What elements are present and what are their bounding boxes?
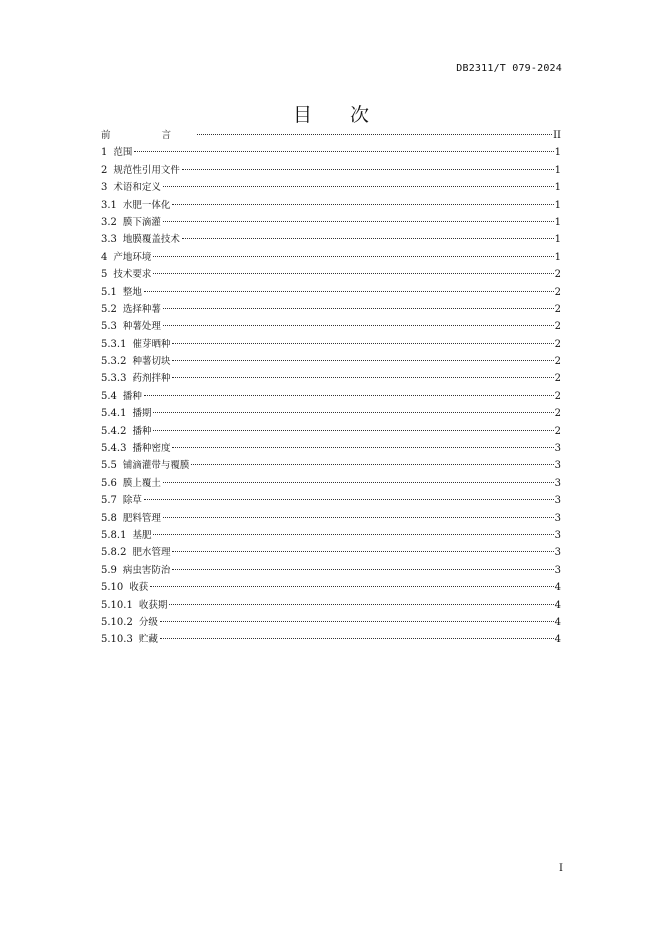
toc-entry-number: 5.8.1 [101,529,127,541]
toc-entry-label: 术语和定义 [113,182,161,194]
toc-dot-leader [144,499,554,500]
document-code: DB2311/T 079-2024 [456,63,562,74]
toc-entry[interactable] [101,579,561,596]
toc-entry[interactable] [101,597,561,614]
toc-dot-leader [197,134,552,135]
toc-dot-leader [153,256,553,257]
toc-entry-label: 除草 [122,495,142,507]
toc-entry-number: 5.4 [101,390,117,402]
toc-entry-page: 4 [554,634,561,646]
toc-entry-number: 5.6 [101,477,117,489]
toc-entry-number: 5.4.2 [101,425,127,437]
toc-dot-leader [163,482,554,483]
toc-entry-label: 贮藏 [138,634,158,646]
toc-entry[interactable] [101,405,561,422]
toc-entry-number: 5.7 [101,495,117,507]
toc-entry-number: 5.4.3 [101,443,127,455]
toc-entry[interactable] [101,318,561,335]
toc-entry-number: 5.1 [101,286,117,298]
toc-dot-leader [160,638,554,639]
toc-entry-number: 2 [101,164,108,176]
toc-entry-label: 膜下滴灌 [122,216,161,228]
toc-entry[interactable] [101,197,561,214]
toc-dot-leader [163,186,554,187]
toc-entry-number: 5.10.3 [101,634,133,646]
toc-entry-number: 5.10.2 [101,616,133,628]
toc-entry-number: 5.10 [101,582,124,594]
toc-entry-number: 5.10.1 [101,599,133,611]
toc-entry-label: 前 言 [101,130,196,141]
toc-entry[interactable] [101,214,561,231]
toc-entry-page: 2 [554,408,561,420]
toc-entry-page: 2 [554,321,561,333]
toc-entry-label: 整地 [122,286,142,298]
toc-entry-page: 3 [554,477,561,489]
toc-entry-number: 5.3 [101,321,117,333]
toc-entry-label: 范围 [113,147,133,159]
toc-entry-page: 3 [554,443,561,455]
toc-entry-number: 5.2 [101,303,117,315]
toc-entry-page: 3 [554,529,561,541]
toc-entry-label: 铺滴灌带与覆膜 [122,460,190,472]
toc-entry[interactable] [101,388,561,405]
toc-entry-label: 药剂拌种 [132,373,171,385]
toc-entry-page: 1 [554,147,561,159]
toc-entry[interactable] [101,457,561,474]
toc-entry-number: 3.2 [101,216,117,228]
toc-entry-label: 种薯处理 [122,321,161,333]
toc-dot-leader [144,291,554,292]
toc-dot-leader [172,343,553,344]
toc-dot-leader [172,377,553,378]
toc-entry-label: 病虫害防治 [122,564,171,576]
toc-dot-leader [163,325,554,326]
toc-dot-leader [144,395,554,396]
toc-entry-number: 5.5 [101,460,117,472]
toc-entry-page: 3 [554,547,561,559]
toc-entry-label: 肥水管理 [132,547,171,559]
toc-entry-page: 1 [554,216,561,228]
toc-entry-label: 基肥 [132,529,152,541]
toc-entry[interactable] [101,249,561,266]
toc-dot-leader [169,604,553,605]
toc-dot-leader [134,151,553,152]
toc-entry[interactable] [101,492,561,509]
toc-dot-leader [153,430,553,431]
toc-entry-label: 催芽晒种 [132,338,171,350]
toc-entry-number: 5.3.1 [101,338,127,350]
toc-entry[interactable] [101,231,561,248]
toc-entry-page: 1 [554,182,561,194]
toc-dot-leader [160,621,554,622]
toc-entry-label: 技术要求 [113,269,152,281]
toc-entry[interactable] [101,527,561,544]
toc-title: 目 次 [292,104,386,126]
toc-entry-page: 2 [554,286,561,298]
toc-entry[interactable] [101,423,561,440]
toc-dot-leader [153,412,553,413]
toc-entry-number: 5.4.1 [101,408,127,420]
toc-entry-number: 5.8 [101,512,117,524]
toc-entry-page: 1 [554,164,561,176]
toc-entry-page: 2 [554,373,561,385]
toc-entry-page: 2 [554,425,561,437]
toc-entry-page: 3 [554,460,561,472]
toc-entry-label: 种薯切块 [132,356,171,368]
toc-entry-page: 2 [554,303,561,315]
toc-entry[interactable] [101,370,561,387]
toc-entry[interactable] [101,353,561,370]
toc-entry-label: 规范性引用文件 [113,164,180,176]
toc-entry-page: 1 [554,199,561,211]
toc-entry[interactable] [101,631,561,648]
toc-entry-label: 播期 [132,408,152,420]
toc-entry-label: 播种 [132,425,152,437]
toc-entry-label: 地膜覆盖技术 [122,234,180,246]
toc-entry-number: 1 [101,147,108,159]
toc-entry[interactable] [101,266,561,283]
toc-entry-number: 3.3 [101,234,117,246]
toc-entry[interactable] [101,440,561,457]
toc-entry-number: 5.9 [101,564,117,576]
toc-entry[interactable] [101,510,561,527]
toc-entry-page: 4 [554,599,561,611]
toc-entry-page: 2 [554,390,561,402]
toc-entry-label: 膜上覆土 [122,477,161,489]
toc-entry[interactable] [101,475,561,492]
toc-entry-label: 播种 [122,390,142,402]
toc-entry-number: 3 [101,182,108,194]
page-number: I [559,863,563,874]
toc-entry-page: 4 [554,616,561,628]
toc-entry-page: 1 [554,251,561,263]
toc-entry-label: 选择种薯 [122,303,161,315]
toc-entry-page: 2 [554,356,561,368]
toc-entry-page: 1 [554,234,561,246]
toc-entry-page: 3 [554,495,561,507]
toc-entry[interactable] [101,614,561,631]
toc-entry-label: 播种密度 [132,443,171,455]
toc-entry[interactable] [101,179,561,196]
toc-entry[interactable] [101,336,561,353]
toc-dot-leader [172,551,553,552]
toc-dot-leader [153,534,553,535]
toc-entry-page: 3 [554,512,561,524]
toc-entry-page: II [553,130,561,141]
toc-entry-page: 3 [554,564,561,576]
toc-entry-label: 收获期 [138,599,168,611]
toc-entry-number: 5.8.2 [101,547,127,559]
toc-entry-page: 2 [554,338,561,350]
toc-entry-number: 3.1 [101,199,117,211]
toc-dot-leader [172,569,553,570]
toc-entry-page: 2 [554,269,561,281]
toc-entry-label: 肥料管理 [122,512,161,524]
toc-entry[interactable] [101,562,561,579]
toc-entry-label: 分级 [138,616,158,628]
toc-entry[interactable] [101,301,561,318]
toc-dot-leader [182,169,554,170]
toc-entry-label: 水肥一体化 [122,199,171,211]
toc-dot-leader [172,360,553,361]
toc-dot-leader [172,204,553,205]
toc-entry-label: 产地环境 [113,251,152,263]
toc-entry[interactable] [101,284,561,301]
toc-dot-leader [163,517,554,518]
toc-dot-leader [150,586,553,587]
toc-dot-leader [163,308,554,309]
toc-dot-leader [153,273,553,274]
toc-entry-number: 4 [101,251,108,263]
toc-entry-number: 5.3.2 [101,356,127,368]
table-of-contents [101,127,561,649]
toc-entry[interactable] [101,144,561,161]
toc-dot-leader [182,238,554,239]
toc-entry-number: 5.3.3 [101,373,127,385]
toc-entry-label: 收获 [129,582,149,594]
toc-entry-page: 4 [554,582,561,594]
toc-entry[interactable] [101,162,561,179]
toc-entry[interactable] [101,544,561,561]
toc-dot-leader [191,464,553,465]
toc-entry-number: 5 [101,269,108,281]
toc-entry[interactable] [101,127,561,144]
toc-dot-leader [163,221,554,222]
toc-dot-leader [172,447,553,448]
